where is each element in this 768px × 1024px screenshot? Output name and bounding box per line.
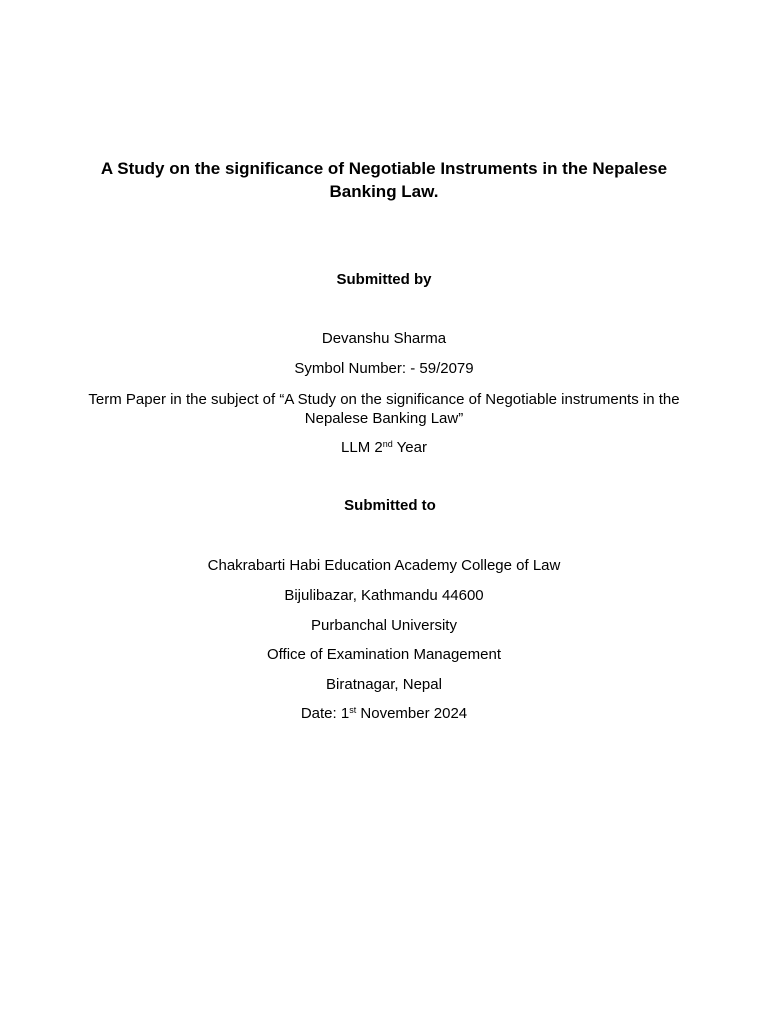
date-suffix: November 2024 — [356, 705, 468, 722]
college-address: Bijulibazar, Kathmandu 44600 — [284, 587, 484, 604]
date-superscript: st — [349, 705, 357, 715]
office-name: Office of Examination Management — [266, 646, 502, 663]
term-paper-description: Term Paper in the subject of “A Study on the significance of Negotiable instruments in the Nepalese Banking Law” — [88, 391, 680, 427]
program-year — [0, 439, 768, 457]
submitted-by-heading: Submitted by — [336, 271, 432, 288]
university-name: Purbanchal University — [311, 617, 457, 634]
office-location: Biratnagar, Nepal — [326, 676, 442, 693]
submission-date — [0, 705, 768, 723]
date-prefix: Date: 1 — [300, 705, 350, 722]
program-prefix: LLM 2 — [341, 439, 383, 456]
symbol-number: Symbol Number: - 59/2079 — [294, 360, 474, 377]
paper-title: A Study on the significance of Negotiable Instruments in the Nepalese Banking Law. — [100, 159, 668, 201]
college-name: Chakrabarti Habi Education Academy College of Law — [207, 557, 561, 574]
submitted-to-heading: Submitted to — [344, 497, 436, 514]
author-name: Devanshu Sharma — [321, 330, 447, 347]
program-superscript: nd — [382, 439, 393, 449]
program-suffix: Year — [392, 439, 427, 456]
